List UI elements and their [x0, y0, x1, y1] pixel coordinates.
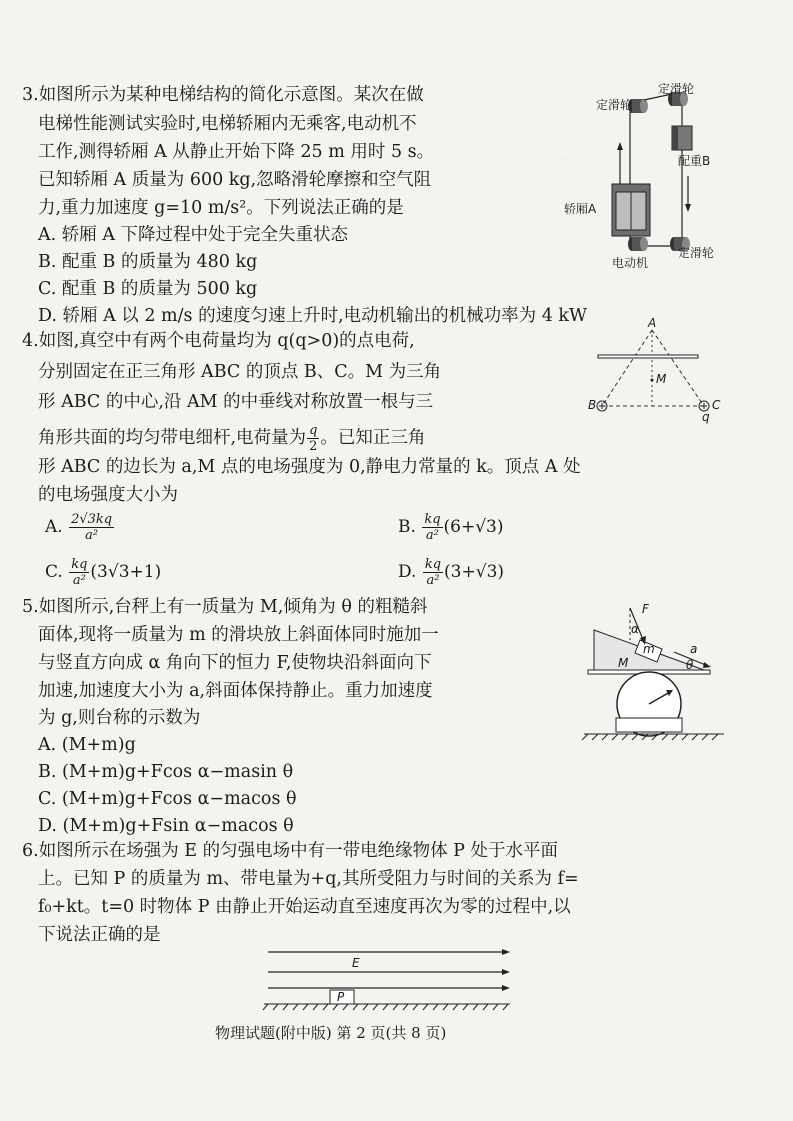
q1-option-c: C. 配重 B 的质量为 500 kg — [38, 279, 258, 299]
label-vertex-b: B — [588, 398, 597, 412]
label-top-left-pulley: 定滑轮 — [596, 98, 633, 112]
field-diagram — [262, 944, 518, 1014]
q3-option-d: D. (M+m)g+Fsin α−macos θ — [38, 816, 294, 836]
q1-line-4: 已知轿厢 A 质量为 600 kg,忽略滑轮摩擦和空气阻 — [38, 170, 432, 190]
q1-option-d: D. 轿厢 A 以 2 m/s 的速度匀速上升时,电动机输出的机械功率为 4 kW — [38, 306, 588, 326]
q1-number: 3. — [22, 85, 39, 105]
q2-option-b: B. $\frac{kq}{\text{a²}}$ (6+√3) — [398, 512, 504, 543]
q3-option-b: B. (M+m)g+Fcos α−masin θ — [38, 762, 294, 782]
incline-scale-diagram — [574, 600, 734, 745]
q4-line-4: 下说法正确的是 — [38, 925, 161, 945]
label-mass-m: m — [643, 642, 655, 656]
q3-option-a: A. (M+m)g — [38, 735, 136, 755]
q3-line-3: 与竖直方向成 α 角向下的恒力 F,使物块沿斜面向下 — [38, 653, 432, 673]
q2-line-4: 角形共面的均匀带电细杆,电荷量为 $\frac{q}{2}$ 。已知正三角 — [38, 423, 426, 454]
charged-rod — [598, 355, 698, 358]
label-theta: θ — [686, 658, 694, 672]
q4-line-1: 6.如图所示在场强为 E 的匀强电场中有一带电绝缘物体 P 处于水平面 — [22, 841, 559, 861]
triangle-diagram — [588, 316, 730, 424]
label-alpha: α — [631, 622, 639, 636]
q1-option-a: A. 轿厢 A 下降过程中处于完全失重状态 — [38, 225, 349, 245]
q4-line-2: 上。已知 P 的质量为 m、带电量为+q,其所受阻力与时间的关系为 f= — [38, 869, 579, 889]
elevator-diagram — [560, 84, 730, 274]
label-force-f: F — [642, 602, 649, 616]
q4-number: 6. — [22, 841, 39, 861]
q1-line-3: 工作,测得轿厢 A 从静止开始下降 25 m 用时 5 s。 — [38, 142, 435, 162]
bleed-through: · — [560, 150, 566, 169]
label-vertex-c: C — [712, 398, 721, 412]
q2-option-d: D. $\frac{kq}{\text{a²}}$ (3+√3) — [398, 557, 505, 588]
q3-option-c: C. (M+m)g+Fcos α−macos θ — [38, 789, 297, 809]
label-center-m: M — [656, 372, 667, 386]
q3-line-1: 5.如图所示,台秤上有一质量为 M,倾角为 θ 的粗糙斜 — [22, 597, 428, 617]
counterweight-block — [672, 126, 692, 150]
q3-number: 5. — [22, 597, 39, 617]
scale-base — [616, 718, 682, 732]
label-field-e: E — [352, 956, 360, 970]
q2-line-3: 形 ABC 的中心,沿 AM 的中垂线对称放置一根与三 — [38, 392, 434, 412]
q2-number: 4. — [22, 331, 39, 351]
label-bottom-pulley: 定滑轮 — [678, 246, 715, 260]
label-object-p: P — [337, 990, 345, 1004]
motor — [628, 237, 648, 251]
label-vertex-a: A — [648, 316, 657, 330]
q1-line-1: 3.如图所示为某种电梯结构的简化示意图。某次在做 — [22, 85, 424, 105]
label-top-right-pulley: 定滑轮 — [658, 82, 695, 96]
q3-line-4: 加速,加速度大小为 a,斜面体保持静止。重力加速度 — [38, 681, 433, 701]
charge-fraction: $\frac{q}{2}$ — [309, 423, 318, 454]
label-mass-big-m: M — [618, 656, 629, 670]
q2-option-a: A. $\frac{2√3kq}{\text{a²}}$ — [45, 512, 113, 543]
q3-line-5: 为 g,则台称的示数为 — [38, 708, 201, 728]
label-counterweight: 配重B — [678, 154, 711, 168]
label-charge-q: q — [702, 410, 710, 424]
label-car: 轿厢A — [564, 202, 597, 216]
label-motor: 电动机 — [612, 256, 649, 270]
q2-line-2: 分别固定在正三角形 ABC 的顶点 B、C。M 为三角 — [38, 362, 442, 382]
q2-line-1: 4.如图,真空中有两个电荷量均为 q(q>0)的点电荷, — [22, 331, 415, 351]
page-footer: 物理试题(附中版) 第 2 页(共 8 页) — [215, 1024, 447, 1042]
label-accel-a: a — [690, 642, 698, 656]
q2-line-5: 形 ABC 的边长为 a,M 点的电场强度为 0,静电力常量的 k。顶点 A 处 — [38, 457, 581, 477]
elevator-car — [612, 184, 650, 236]
q2-option-c: C. $\frac{kq}{\text{a²}}$ (3√3+1) — [45, 557, 162, 588]
q1-line-2: 电梯性能测试实验时,电梯轿厢内无乘客,电动机不 — [38, 114, 417, 134]
q2-line-6: 的电场强度大小为 — [38, 485, 178, 505]
q4-line-3: f₀+kt。t=0 时物体 P 由静止开始运动直至速度再次为零的过程中,以 — [38, 897, 571, 917]
q1-option-b: B. 配重 B 的质量为 480 kg — [38, 252, 258, 272]
q3-line-2: 面体,现将一质量为 m 的滑块放上斜面体同时施加一 — [38, 625, 439, 645]
q1-line-5: 力,重力加速度 g=10 m/s²。下列说法正确的是 — [38, 198, 404, 218]
